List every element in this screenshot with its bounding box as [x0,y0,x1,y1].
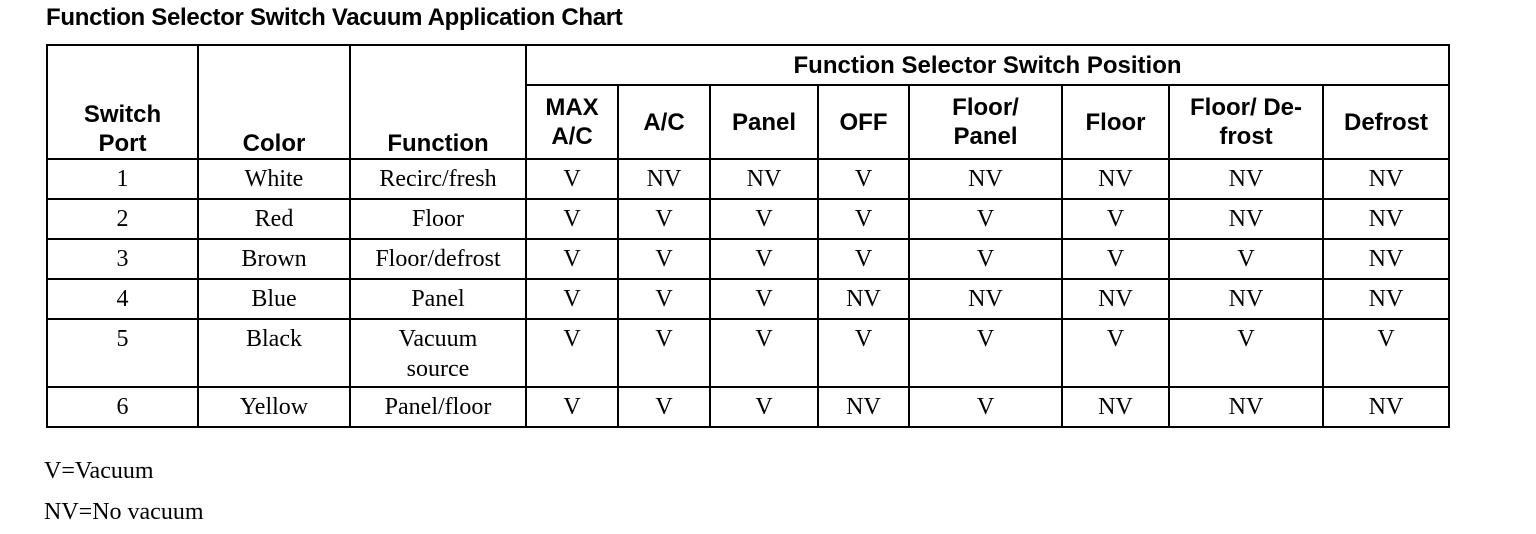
color-cell [198,159,350,199]
header-position-line: Panel [953,123,1018,150]
function-cell-line: Floor/defrost [375,246,501,272]
vacuum-value-cell [909,279,1062,319]
vacuum-value-cell [710,159,818,199]
color-cell-text: Red [254,206,294,232]
vacuum-value-cell [710,239,818,279]
vacuum-value-cell-text: V [976,246,995,272]
vacuum-value-cell-text: V [755,394,773,420]
vacuum-value-cell [1323,279,1449,319]
port-cell-text: 2 [116,206,129,232]
vacuum-value-cell-text: V [1237,326,1255,352]
vacuum-value-cell [909,239,1062,279]
header-position-2 [710,85,818,159]
header-position-7 [1323,85,1449,159]
port-cell [47,239,198,279]
header-function: Function [350,45,526,159]
function-cell [350,279,526,319]
port-cell [47,387,198,427]
port-cell-text: 4 [116,286,129,312]
vacuum-value-cell [1062,319,1169,387]
vacuum-value-cell-text: NV [1098,286,1133,312]
vacuum-value-cell-text: V [976,394,995,420]
color-cell-text: White [244,166,304,192]
color-cell-text: Brown [241,246,307,272]
vacuum-value-cell-text: V [1377,326,1395,352]
color-cell-text: Yellow [239,394,309,420]
vacuum-value-cell [618,319,710,387]
port-cell-text: 1 [116,166,129,192]
vacuum-value-cell [818,159,909,199]
vacuum-value-cell-text: V [1106,206,1125,232]
header-color: Color [198,45,350,159]
vacuum-value-cell [909,387,1062,427]
vacuum-value-cell [1169,387,1323,427]
vacuum-value-cell [526,319,618,387]
function-cell-line: Recirc/fresh [379,166,497,192]
vacuum-value-cell [909,199,1062,239]
vacuum-value-cell-text: NV [1098,166,1133,192]
legend-no-vacuum: NV=No vacuum [44,499,204,525]
function-cell [350,159,526,199]
vacuum-value-cell [710,199,818,239]
vacuum-value-cell-text: V [1106,326,1125,352]
vacuum-value-cell-text: V [755,246,773,272]
vacuum-value-cell-text: V [1237,246,1255,272]
vacuum-value-cell [818,239,909,279]
vacuum-value-cell-text: NV [846,394,881,420]
function-cell-line: Floor [411,206,464,232]
vacuum-value-cell [1062,159,1169,199]
vacuum-value-cell [1062,279,1169,319]
vacuum-value-cell [1323,319,1449,387]
vacuum-value-cell-text: V [563,166,581,192]
color-cell [198,387,350,427]
vacuum-application-table [46,44,1450,428]
table-row [47,279,1449,319]
function-cell-line: Vacuum [398,326,478,352]
header-position-line: Panel [731,108,797,136]
color-cell-text: Black [246,326,302,352]
vacuum-value-cell [618,159,710,199]
chart-title: Function Selector Switch Vacuum Application Chart [46,4,623,31]
vacuum-value-cell-text: V [854,166,873,192]
port-cell [47,279,198,319]
function-cell [350,387,526,427]
vacuum-value-cell [818,199,909,239]
table-row [47,159,1449,199]
vacuum-value-cell-text: NV [1228,286,1264,312]
vacuum-value-cell-text: V [755,206,773,232]
color-cell [198,319,350,387]
vacuum-value-cell [1062,239,1169,279]
vacuum-value-cell [526,239,618,279]
vacuum-value-cell-text: V [655,246,673,272]
function-cell-line: Panel/floor [384,394,492,420]
port-cell [47,159,198,199]
vacuum-value-cell-text: V [655,206,673,232]
vacuum-value-cell [618,387,710,427]
port-cell-text: 6 [116,394,129,420]
header-switch-port-line2: Port [98,130,147,157]
header-position-line: Defrost [1344,108,1429,136]
vacuum-value-cell [1062,387,1169,427]
vacuum-value-cell [526,387,618,427]
vacuum-value-cell-text: V [655,286,673,312]
vacuum-value-cell-text: V [563,394,581,420]
header-position-line: OFF [839,108,888,136]
vacuum-value-cell [1169,199,1323,239]
header-switch-port-line1: Switch [83,101,162,128]
vacuum-value-cell-text: V [854,206,873,232]
vacuum-value-cell-text: NV [1098,394,1133,420]
function-cell [350,239,526,279]
header-position-line: Floor [1085,108,1146,136]
color-cell [198,239,350,279]
header-position-line: frost [1219,123,1273,150]
table-row [47,239,1449,279]
vacuum-value-cell [618,279,710,319]
vacuum-value-cell-text: V [563,326,581,352]
vacuum-value-cell-text: V [655,394,673,420]
vacuum-value-cell-text: NV [968,166,1003,192]
vacuum-value-cell [710,279,818,319]
header-position-4 [909,85,1062,159]
function-cell [350,199,526,239]
vacuum-value-cell-text: V [976,326,995,352]
vacuum-value-cell-text: NV [846,286,881,312]
vacuum-value-cell-text: V [655,326,673,352]
vacuum-value-cell-text: V [976,206,995,232]
header-position-line: MAX [545,94,599,121]
vacuum-value-cell [1323,239,1449,279]
vacuum-value-cell [526,159,618,199]
vacuum-value-cell [818,279,909,319]
header-position-5 [1062,85,1169,159]
vacuum-value-cell-text: NV [1228,166,1264,192]
vacuum-value-cell-text: V [854,246,873,272]
port-cell [47,319,198,387]
header-position-line: A/C [551,123,593,150]
vacuum-value-cell [1169,239,1323,279]
header-position-line: A/C [643,108,685,136]
table-row [47,319,1449,387]
vacuum-value-cell [526,279,618,319]
vacuum-value-cell [618,239,710,279]
vacuum-value-cell [1062,199,1169,239]
vacuum-value-cell-text: V [854,326,873,352]
vacuum-value-cell [710,387,818,427]
vacuum-value-cell-text: NV [1228,206,1264,232]
vacuum-value-cell [1169,279,1323,319]
header-position-3 [818,85,909,159]
vacuum-value-cell-text: NV [1368,246,1404,272]
color-cell-text: Blue [251,286,297,312]
vacuum-value-cell-text: V [563,286,581,312]
table-row [47,199,1449,239]
header-position-line: Floor/ De- [1190,94,1302,121]
header-position-0 [526,85,618,159]
vacuum-value-cell-text: NV [1368,286,1404,312]
vacuum-value-cell-text: NV [1368,206,1404,232]
vacuum-value-cell-text: V [755,326,773,352]
vacuum-value-cell [1323,159,1449,199]
table-row [47,387,1449,427]
header-position-6 [1169,85,1323,159]
vacuum-value-cell-text: NV [646,166,682,192]
color-cell [198,199,350,239]
header-position-1 [618,85,710,159]
vacuum-value-cell-text: V [1106,246,1125,272]
vacuum-value-cell-text: V [563,246,581,272]
function-cell-line: Panel [411,286,465,312]
port-cell-text: 5 [116,326,129,352]
port-cell [47,199,198,239]
vacuum-value-cell [618,199,710,239]
function-cell-line: source [406,356,470,382]
vacuum-value-cell-text: V [755,286,773,312]
vacuum-value-cell-text: NV [746,166,782,192]
vacuum-value-cell-text: NV [1228,394,1264,420]
vacuum-value-cell [818,387,909,427]
vacuum-value-cell-text: NV [1368,166,1404,192]
header-switch-port [47,45,198,159]
vacuum-value-cell-text: NV [1368,394,1404,420]
header-function-selector-switch-position: Function Selector Switch Position [526,45,1449,85]
vacuum-value-cell [1169,319,1323,387]
function-cell [350,319,526,387]
vacuum-value-cell [909,159,1062,199]
color-cell [198,279,350,319]
vacuum-value-cell [1169,159,1323,199]
vacuum-value-cell [526,199,618,239]
vacuum-value-cell [1323,199,1449,239]
port-cell-text: 3 [116,246,129,272]
vacuum-value-cell [1323,387,1449,427]
vacuum-value-cell [909,319,1062,387]
vacuum-value-cell [710,319,818,387]
header-position-line: Floor/ [952,94,1019,121]
vacuum-value-cell-text: NV [968,286,1003,312]
vacuum-value-cell [818,319,909,387]
vacuum-value-cell-text: V [563,206,581,232]
legend-vacuum: V=Vacuum [44,458,154,484]
